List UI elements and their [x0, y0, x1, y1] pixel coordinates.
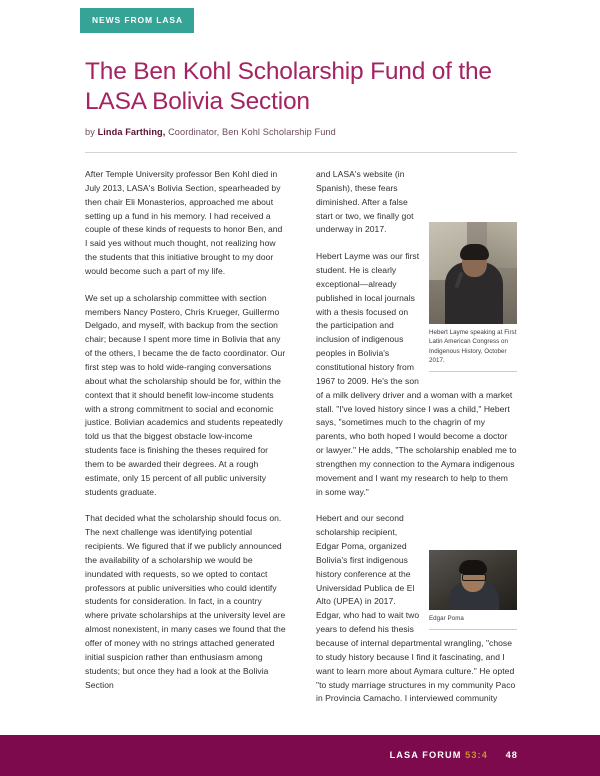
- page-title: The Ben Kohl Scholarship Fund of the LASA Bolivia Section: [85, 58, 492, 116]
- figure-caption: Edgar Poma: [429, 615, 464, 623]
- photo-banner-right: [487, 222, 517, 268]
- hebert-layme-photo: [429, 222, 517, 324]
- paragraph: Hebert and our second scholarship recipient, Edgar Poma, organized Bolivia's first indigenous history conference at the Universidad Publica de El Alto (UPEA) in 2017. Edgar, who had to wait two years to defend his thesis because of internal departmental wrangling, "chose to study history because I find it fascinating, and I want to learn more about Aymara culture." He opted "to study marriage structures in my community Paco in Provincia Camacho. I interviewed community: [316, 513, 516, 704]
- paragraph: and LASA's website (in Spanish), these fears diminished. After a false start or two, we finally got underway in 2017.: [316, 169, 414, 235]
- edgar-poma-photo: [429, 550, 517, 610]
- figure-hebert-layme: [429, 222, 517, 372]
- figure-edgar-poma: [429, 550, 517, 629]
- photo-subject-hair: [460, 244, 489, 260]
- footer-publication: LASA FORUM: [389, 750, 462, 760]
- body-column-left: [85, 168, 286, 705]
- byline-author: Linda Farthing,: [97, 127, 166, 137]
- caption-divider: [429, 629, 517, 630]
- byline-role: Coordinator, Ben Kohl Scholarship Fund: [165, 127, 336, 137]
- footer-issue: 53:4: [465, 750, 488, 760]
- byline-prefix: by: [85, 127, 98, 137]
- header-divider: [85, 152, 517, 153]
- section-kicker-badge: NEWS FROM LASA: [80, 8, 194, 33]
- byline: [85, 127, 525, 137]
- page-footer: [0, 735, 600, 776]
- paragraph: Hebert Layme was our first student. He is clearly exceptional—already published in local journals with a thesis focused on the participation and inclusion of indigenous peoples in Bolivia's constitutional history from 1967 to 2009. He's the son of a milk delivery driver and a woman with a market stall. "I've loved history since I was a child," Hebert says, "sometimes much to the chagrin of my parents, who both hoped I would become a doctor or lawyer." He adds, "The scholarship enabled me to strengthen my connection to the Aymara indigenous movement and I want my research to help to them in some way.": [316, 251, 517, 497]
- paragraph: That decided what the scholarship should focus on. The next challenge was identifying potential recipients. We figured that if we publicly announced the availability of a scholarship we would be inundated with requests, so we opted to contact professors at public universities who could identify students for consideration. In fact, in a country where private scholarships at the university level are almost nonexistent, in many cases we found that the offer of money with no strings attached generated initial suspicion rather than enthusiasm among students; but once they had a look at the Bolivia Section: [85, 513, 286, 690]
- paragraph: After Temple University professor Ben Kohl died in July 2013, LASA's Bolivia Section, spearheaded by then chair Eli Monasterios, approached me about setting up a fund in his memory. I had received a couple of these kinds of requests to honor Ben, and I said yes without much thought, not realizing how the students that this initiative brought to my door would become such a part of my life.: [85, 169, 283, 276]
- paragraph: We set up a scholarship committee with section members Nancy Postero, Chris Krueger, Guillermo Delgado, and myself, with backup from the section chair; because I spent more time in Bolivia that any of the others, I became the de facto coordinator. Our first step was to hold wide-ranging conversations about what the scholarship should be for, within the context that it should benefit low-income students with a strong commitment to social and economic justice. Bolivian academics and students repeatedly told us that the biggest obstacle low-income students face is finishing the theses required for them to be awarded their degrees. At a rough estimate, only 15 percent of all public university students graduate.: [85, 292, 286, 497]
- footer-content: [390, 750, 518, 760]
- caption-divider: [429, 371, 517, 372]
- figure-caption: Hebert Layme speaking at First Latin American Congress on Indigenous History, October 2017.: [429, 329, 517, 365]
- footer-page-number: 48: [505, 750, 518, 760]
- photo-subject-hair: [459, 560, 487, 574]
- glasses-icon: [462, 574, 486, 581]
- body-column-right: [316, 168, 517, 719]
